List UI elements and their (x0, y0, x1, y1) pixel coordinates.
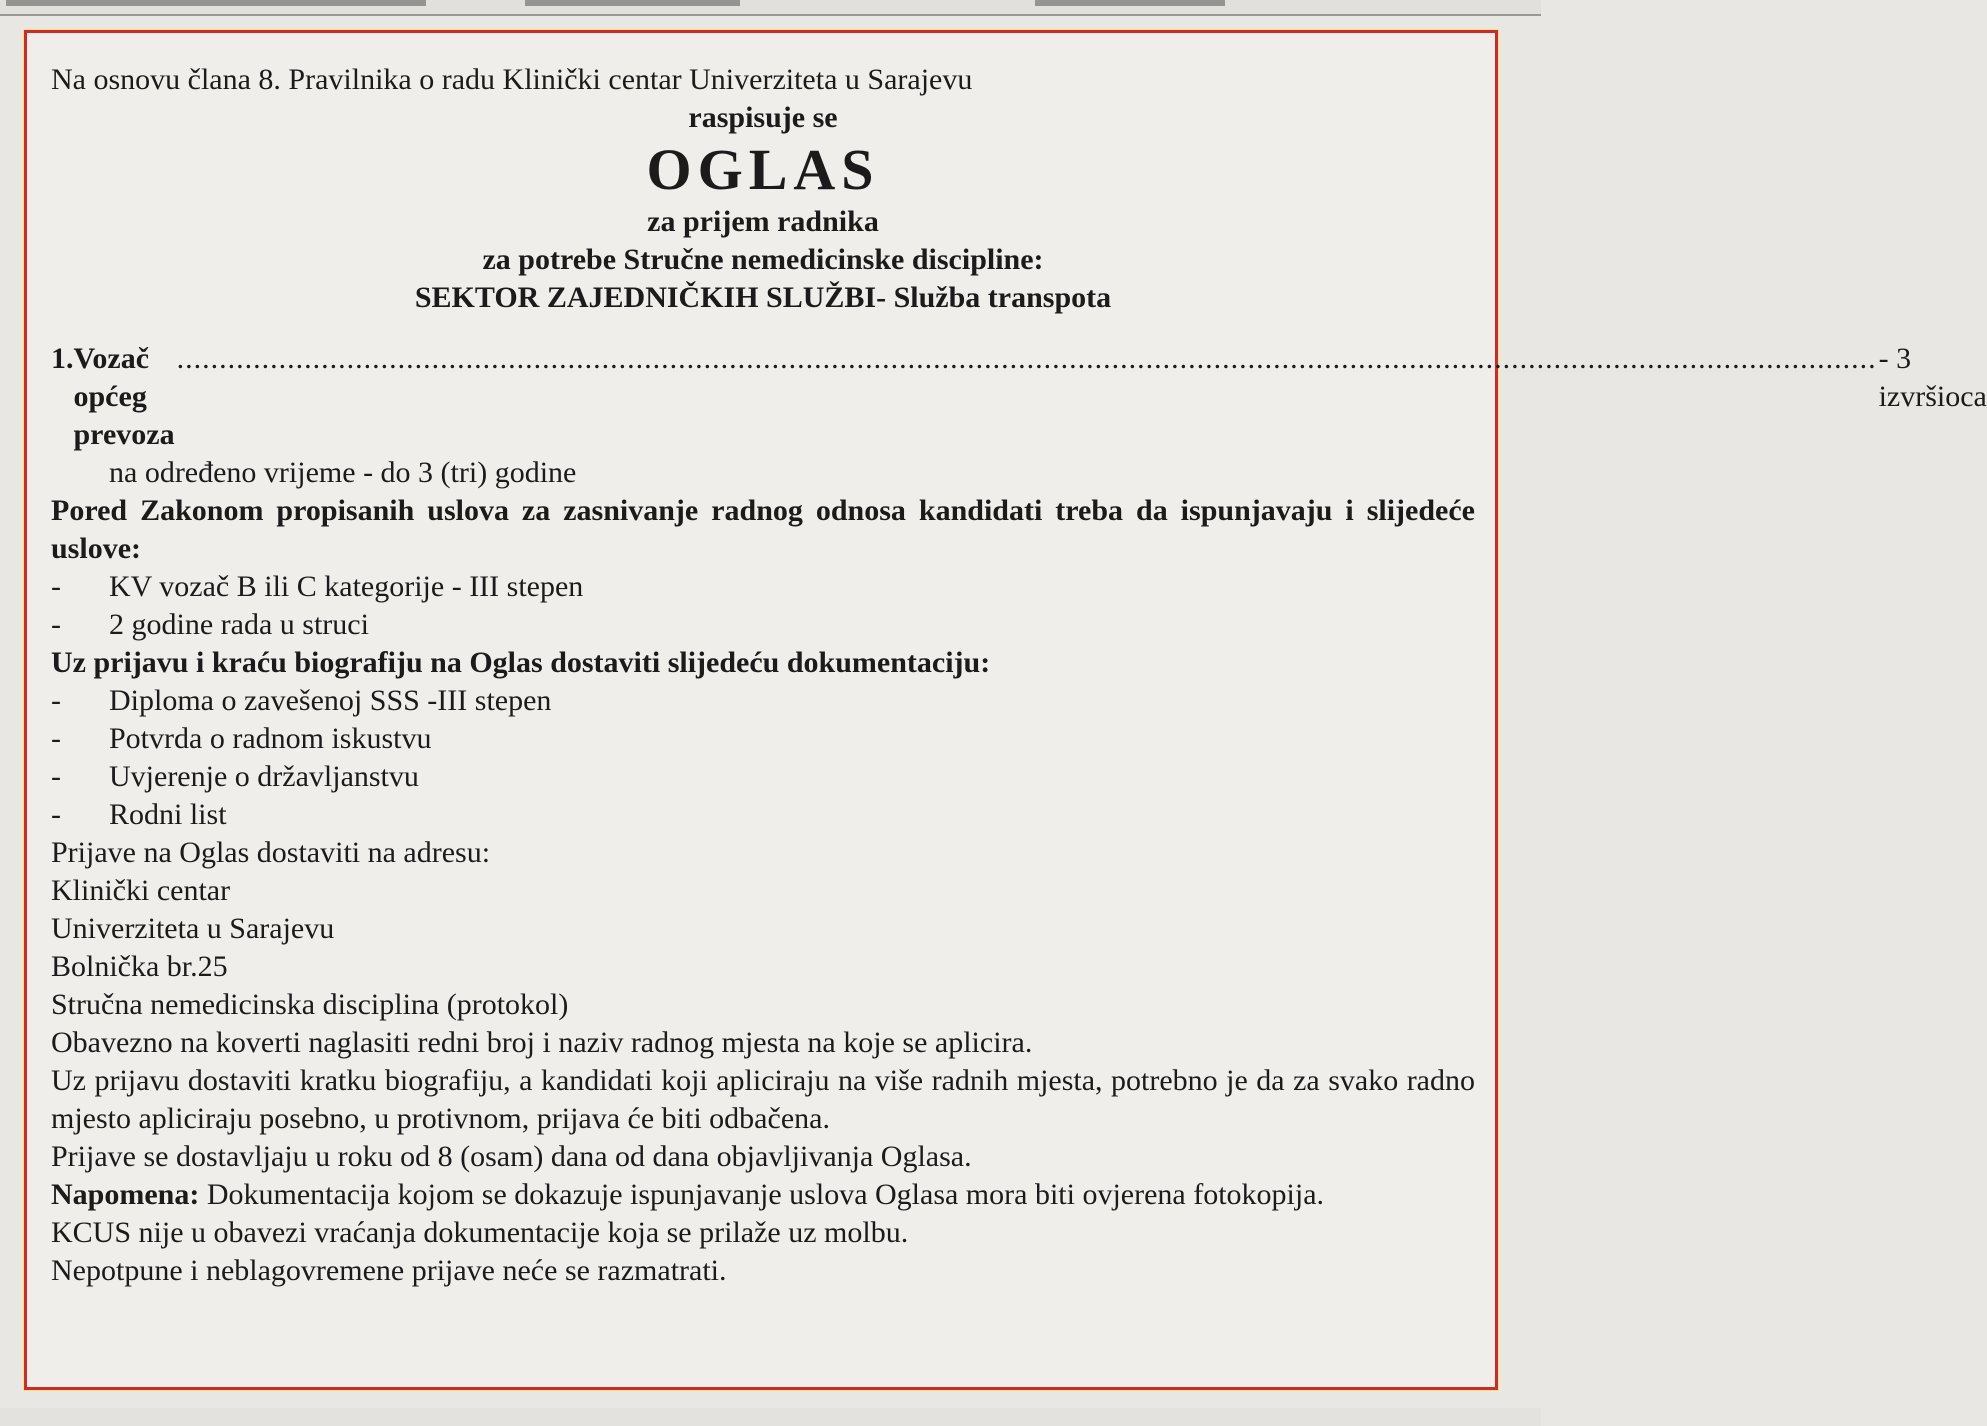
list-item: - 2 godine rada u struci (51, 606, 1475, 644)
list-item: - Potvrda o radnom iskustvu (51, 720, 1475, 758)
document-text: Diploma o zavešenoj SSS -III stepen (109, 684, 552, 717)
job-position-row (51, 340, 1987, 454)
remark-line-3: Nepotpune i neblagovremene prijave neće se razmatrati. (51, 1254, 727, 1287)
job-title: Vozač općeg prevoza (73, 342, 175, 451)
address-line: Bolnička br.25 (51, 950, 228, 983)
conditions-list (51, 568, 1475, 644)
list-item: - KV vozač B ili C kategorije - III stepen (51, 568, 1475, 606)
document-text: Uvjerenje o državljanstvu (109, 760, 419, 793)
header-line-sector: SEKTOR ZAJEDNIČKIH SLUŽBI- Služba transpota (414, 281, 1112, 314)
print-smudge (525, 0, 740, 6)
header-line-prijem: za prijem radnika (647, 205, 879, 238)
intro-paragraph: Na osnovu člana 8. Pravilnika o radu Klinički centar Univerziteta u Sarajevu (51, 63, 973, 96)
remark-text: Dokumentacija kojom se dokazuje ispunjavanje uslova Oglasa mora biti ovjerena fotokopija. (199, 1178, 1325, 1211)
header-line-discipline: za potrebe Stručne nemedicinske discipline: (482, 243, 1044, 276)
job-number: 1. (51, 342, 74, 375)
documents-heading: Uz prijavu i kraću biografiju na Oglas dostaviti slijedeću dokumentaciju: (51, 646, 991, 679)
address-line: Klinički centar (51, 874, 231, 907)
address-line: Stručna nemedicinska disciplina (protokol) (51, 988, 569, 1021)
top-page-strip (0, 0, 1541, 16)
announcement-content (51, 61, 1987, 1290)
job-term: na određeno vrijeme - do 3 (tri) godine (109, 456, 577, 489)
condition-text: 2 godine rada u struci (109, 608, 369, 641)
biography-note: Uz prijavu dostaviti kratku biografiju, a kandidati koji apliciraju na više radnih mjesta, potrebno je da za svako radno mjesto apliciraju posebno, u protivnom, prijava će biti odbačena. (51, 1064, 1475, 1135)
job-count: - 3 izvršioca (1878, 342, 1987, 413)
list-item: - Diploma o zavešenoj SSS -III stepen (51, 682, 1475, 720)
remark-paragraph (51, 1176, 1475, 1214)
document-text: Rodni list (109, 798, 227, 831)
document-text: Potvrda o radnom iskustvu (109, 722, 432, 755)
conditions-heading: Pored Zakonom propisanih uslova za zasnivanje radnog odnosa kandidati treba da ispunjavaju i slijedeće uslove: (51, 494, 1475, 565)
announcement-title: OGLAS (646, 137, 880, 202)
bottom-page-strip (0, 1408, 1541, 1426)
dot-leader: ........................................................................................................................................................................................................ (176, 342, 1877, 375)
list-item: - Uvjerenje o državljanstvu (51, 758, 1475, 796)
address-heading: Prijave na Oglas dostaviti na adresu: (51, 836, 491, 869)
condition-text: KV vozač B ili C kategorije - III stepen (109, 570, 584, 603)
remark-line-2: KCUS nije u obavezi vraćanja dokumentacije koja se prilaže uz molbu. (51, 1216, 909, 1249)
announcement-frame (24, 30, 1987, 1390)
print-smudge (6, 0, 426, 6)
documents-list (51, 682, 1475, 834)
header-line-raspisuje: raspisuje se (688, 101, 838, 134)
list-item: - Rodni list (51, 796, 1475, 834)
address-line: Univerziteta u Sarajevu (51, 912, 335, 945)
deadline-note: Prijave se dostavljaju u roku od 8 (osam) dana od dana objavljivanja Oglasa. (51, 1140, 972, 1173)
envelope-note: Obavezno na koverti naglasiti redni broj i naziv radnog mjesta na koje se aplicira. (51, 1026, 1033, 1059)
print-smudge (1035, 0, 1225, 6)
remark-label: Napomena: (51, 1178, 200, 1211)
